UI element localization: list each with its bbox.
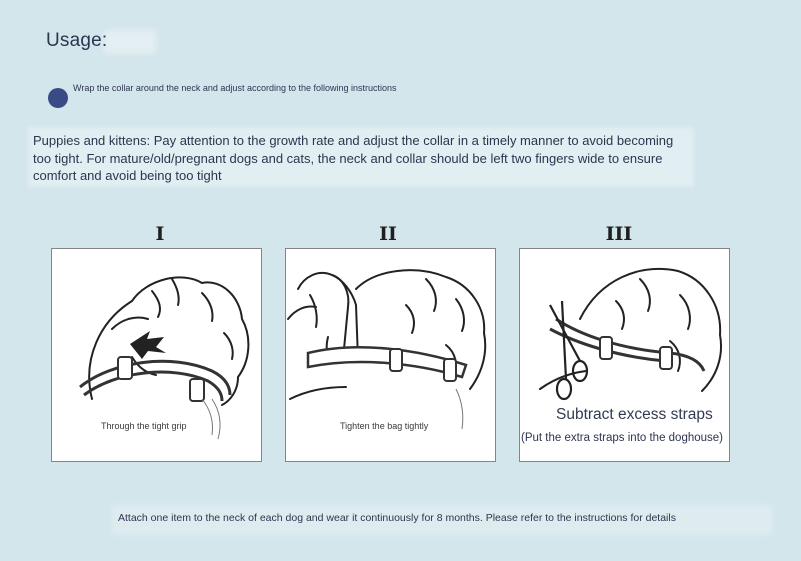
step-2-numeral: II [379, 223, 397, 245]
footer-note: Attach one item to the neck of each dog and wear it continuously for 8 months. Please refer to the instructions for details [118, 512, 676, 524]
step-3-subcaption: (Put the extra straps into the doghouse) [521, 432, 724, 444]
step-1-numeral: I [155, 223, 165, 245]
step-3-numeral: III [605, 223, 633, 245]
bullet-dot-icon [48, 88, 68, 108]
care-note: Puppies and kittens: Pay attention to the growth rate and adjust the collar in a timely manner to avoid becoming too tight. For mature/old/pregnant dogs and cats, the neck and collar should be left two fingers wide to ensure comfort and avoid being too tight [33, 133, 674, 183]
page-title: Usage: [46, 30, 108, 51]
scissors-cutting-strap-icon [520, 249, 730, 462]
step-1-caption: Through the tight grip [101, 421, 187, 431]
step-2-caption: Tighten the bag tightly [340, 421, 429, 431]
instruction-text: Wrap the collar around the neck and adjust according to the following instructions [73, 83, 397, 93]
step-3-caption: Subtract excess straps [556, 406, 713, 423]
step-3-panel [519, 248, 730, 462]
title-highlight [104, 30, 156, 54]
